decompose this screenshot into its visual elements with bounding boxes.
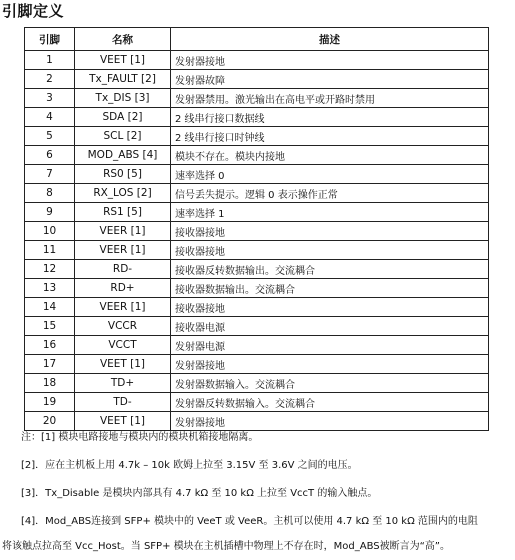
pin-number-cell: 2 [25, 70, 75, 89]
pin-number-cell: 9 [25, 203, 75, 222]
table-row [25, 412, 489, 431]
pin-name-cell: VEER [1] [75, 241, 171, 260]
pin-description-cell: 速率选择 0 [171, 165, 489, 184]
pin-number-cell: 18 [25, 374, 75, 393]
pin-name-cell: VEET [1] [75, 51, 171, 70]
pin-name-cell: VEET [1] [75, 355, 171, 374]
pin-name-cell: SCL [2] [75, 127, 171, 146]
note-4: [4]．Mod_ABS连接到 SFP+ 模块中的 VeeT 或 VeeR。主机可以使用 4.7 kΩ 至 10 kΩ 范围内的电阻 [21, 516, 478, 527]
table-row [25, 393, 489, 412]
pin-name-cell: VCCT [75, 336, 171, 355]
table-row [25, 51, 489, 70]
pin-description-cell: 发射器禁用。激光输出在高电平或开路时禁用 [171, 89, 489, 108]
pin-name-cell: SDA [2] [75, 108, 171, 127]
pin-name-cell: VEER [1] [75, 298, 171, 317]
note-3: [3]．Tx_Disable 是模块内部具有 4.7 kΩ 至 10 kΩ 上拉至 VccT 的输入触点。 [21, 488, 378, 499]
pin-description-cell: 发射器接地 [171, 355, 489, 374]
pin-description-cell: 接收器接地 [171, 222, 489, 241]
pin-name-cell: TD+ [75, 374, 171, 393]
table-row [25, 374, 489, 393]
pin-number-cell: 12 [25, 260, 75, 279]
pin-description-cell: 发射器数据输入。交流耦合 [171, 374, 489, 393]
pin-name-cell: VCCR [75, 317, 171, 336]
pin-name-cell: Tx_DIS [3] [75, 89, 171, 108]
pin-number-cell: 11 [25, 241, 75, 260]
pin-name-cell: RX_LOS [2] [75, 184, 171, 203]
pin-number-cell: 8 [25, 184, 75, 203]
pin-number-cell: 3 [25, 89, 75, 108]
table-row [25, 355, 489, 374]
pin-number-cell: 6 [25, 146, 75, 165]
pin-description-cell: 2 线串行接口时钟线 [171, 127, 489, 146]
table-row [25, 260, 489, 279]
note-4-continued: 将该触点拉高至 Vcc_Host。当 SFP+ 模块在主机插槽中物理上不存在时，Mod_ABS被断言为“高”。 [2, 541, 450, 552]
pin-number-cell: 16 [25, 336, 75, 355]
table-header-row [25, 28, 489, 51]
table-row [25, 222, 489, 241]
pin-name-cell: MOD_ABS [4] [75, 146, 171, 165]
table-row [25, 336, 489, 355]
pin-number-cell: 19 [25, 393, 75, 412]
note-2: [2]．应在主机板上用 4.7k – 10k 欧姆上拉至 3.15V 至 3.6V 之间的电压。 [21, 460, 358, 471]
pin-description-cell: 发射器接地 [171, 51, 489, 70]
pin-description-cell: 2 线串行接口数据线 [171, 108, 489, 127]
pin-number-cell: 7 [25, 165, 75, 184]
page-title: 引脚定义 [2, 2, 65, 20]
pin-name-cell: RS1 [5] [75, 203, 171, 222]
pin-number-cell: 17 [25, 355, 75, 374]
header-pin: 引脚 [25, 28, 75, 51]
table-row [25, 203, 489, 222]
table-row [25, 317, 489, 336]
pin-description-cell: 接收器反转数据输出。交流耦合 [171, 260, 489, 279]
pin-number-cell: 15 [25, 317, 75, 336]
pin-description-cell: 发射器电源 [171, 336, 489, 355]
pin-number-cell: 14 [25, 298, 75, 317]
pin-description-cell: 接收器数据输出。交流耦合 [171, 279, 489, 298]
table-row [25, 127, 489, 146]
pin-name-cell: RS0 [5] [75, 165, 171, 184]
pin-description-cell: 接收器接地 [171, 298, 489, 317]
table-row [25, 89, 489, 108]
pin-name-cell: TD- [75, 393, 171, 412]
pin-number-cell: 1 [25, 51, 75, 70]
table-row [25, 146, 489, 165]
pin-name-cell: Tx_FAULT [2] [75, 70, 171, 89]
pin-description-cell: 接收器接地 [171, 241, 489, 260]
pin-number-cell: 13 [25, 279, 75, 298]
pin-description-cell: 发射器反转数据输入。交流耦合 [171, 393, 489, 412]
pin-description-cell: 速率选择 1 [171, 203, 489, 222]
pin-name-cell: VEET [1] [75, 412, 171, 431]
pin-name-cell: RD- [75, 260, 171, 279]
table-row [25, 108, 489, 127]
pin-number-cell: 20 [25, 412, 75, 431]
pin-description-cell: 模块不存在。模块内接地 [171, 146, 489, 165]
header-name: 名称 [75, 28, 171, 51]
table-row [25, 298, 489, 317]
pin-description-cell: 信号丢失提示。逻辑 0 表示操作正常 [171, 184, 489, 203]
pin-number-cell: 10 [25, 222, 75, 241]
table-row [25, 241, 489, 260]
pin-name-cell: VEER [1] [75, 222, 171, 241]
pin-number-cell: 5 [25, 127, 75, 146]
pin-description-cell: 发射器接地 [171, 412, 489, 431]
header-description: 描述 [171, 28, 489, 51]
table-row [25, 70, 489, 89]
table-row [25, 279, 489, 298]
pin-description-cell: 发射器故障 [171, 70, 489, 89]
pin-name-cell: RD+ [75, 279, 171, 298]
table-row [25, 165, 489, 184]
pin-number-cell: 4 [25, 108, 75, 127]
pin-definition-table [24, 27, 489, 431]
note-1: 注：[1] 模块电路接地与模块内的模块机箱接地隔离。 [21, 432, 259, 443]
table-row [25, 184, 489, 203]
pin-description-cell: 接收器电源 [171, 317, 489, 336]
